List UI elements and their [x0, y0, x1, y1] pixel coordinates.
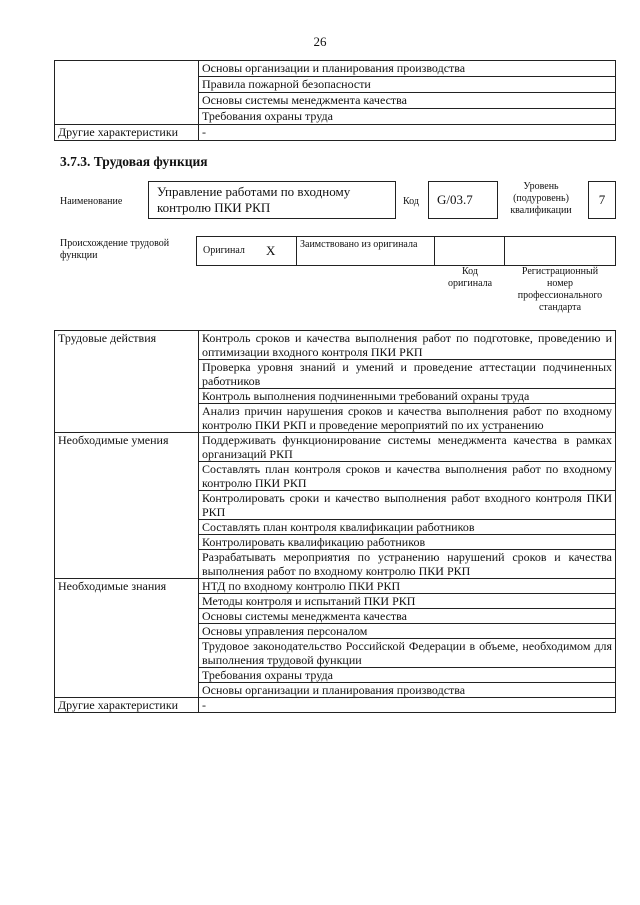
table-cell: Основы системы менеджмента качества — [199, 609, 616, 624]
table-row — [55, 433, 616, 462]
row-label — [55, 61, 199, 125]
row-label: Трудовые действия — [55, 331, 199, 433]
table-cell: Требования охраны труда — [199, 109, 616, 125]
table-cell: Трудовое законодательство Российской Федерации в объеме, необходимом для выполнения трудовой функции — [199, 639, 616, 668]
table-cell: Проверка уровня знаний и умений и проведение аттестации подчиненных работников — [199, 360, 616, 389]
labor-function-table — [54, 330, 616, 713]
section-title: 3.7.3. Трудовая функция — [60, 154, 208, 169]
table-cell: Разрабатывать мероприятия по устранению нарушений сроков и качества выполнения работ по входному контролю ПКИ РКП — [199, 550, 616, 579]
row-label: Другие характеристики — [55, 698, 199, 713]
table-cell: НТД по входному контролю ПКИ РКП — [199, 579, 616, 594]
table-cell: Требования охраны труда — [199, 668, 616, 683]
code-value: G/03.7 — [437, 192, 473, 207]
name-value: Управление работами по входному контролю ПКИ РКП — [157, 184, 351, 215]
table-cell: Контроль сроков и качества выполнения работ по подготовке, проведению и оптимизации входного контроля ПКИ РКП — [199, 331, 616, 360]
origin-divider — [504, 236, 505, 266]
table-cell: Анализ причин нарушения сроков и качества выполнения работ по входному контролю ПКИ РКП и проведение мероприятий по их устранению — [199, 404, 616, 433]
table-row — [55, 331, 616, 360]
table-row — [55, 698, 616, 713]
top-requirements-table — [54, 60, 616, 141]
row-label: Необходимые умения — [55, 433, 199, 579]
level-value: 7 — [598, 192, 606, 207]
table-cell: Контролировать квалификацию работников — [199, 535, 616, 550]
code-caption: Код оригинала — [447, 266, 493, 289]
table-cell: Основы системы менеджмента качества — [199, 93, 616, 109]
row-label: Другие характеристики — [55, 125, 199, 141]
table-cell: - — [199, 698, 616, 713]
table-row — [55, 125, 616, 141]
table-cell: Основы организации и планирования производства — [199, 61, 616, 77]
code-box — [428, 181, 498, 219]
table-row — [55, 61, 616, 77]
table-cell: Правила пожарной безопасности — [199, 77, 616, 93]
origin-divider — [434, 236, 435, 266]
original-mark: X — [266, 243, 276, 258]
table-cell: - — [199, 125, 616, 141]
table-cell: Методы контроля и испытаний ПКИ РКП — [199, 594, 616, 609]
row-label: Необходимые знания — [55, 579, 199, 698]
borrowed-label: Заимствовано из оригинала — [300, 239, 418, 250]
origin-divider — [296, 236, 297, 266]
code-label: Код — [403, 196, 419, 207]
reg-caption: Регистрационный номер профессионального стандарта — [517, 266, 603, 313]
table-cell: Основы управления персоналом — [199, 624, 616, 639]
table-cell: Составлять план контроля квалификации работников — [199, 520, 616, 535]
name-label: Наименование — [60, 196, 123, 207]
origin-label: Происхождение трудовой функции — [60, 238, 170, 261]
table-cell: Контроль выполнения подчиненными требований охраны труда — [199, 389, 616, 404]
level-label: Уровень (подуровень) квалификации — [510, 181, 572, 216]
page-number: 26 — [313, 34, 327, 49]
table-cell: Контролировать сроки и качество выполнения работ входного контроля ПКИ РКП — [199, 491, 616, 520]
table-cell: Составлять план контроля сроков и качества выполнения работ по входному контролю ПКИ РКП — [199, 462, 616, 491]
name-box — [148, 181, 396, 219]
level-box — [588, 181, 616, 219]
original-label: Оригинал — [203, 245, 245, 256]
table-cell: Основы организации и планирования производства — [199, 683, 616, 698]
table-cell: Поддерживать функционирование системы менеджмента качества в рамках организаций РКП — [199, 433, 616, 462]
table-row — [55, 579, 616, 594]
